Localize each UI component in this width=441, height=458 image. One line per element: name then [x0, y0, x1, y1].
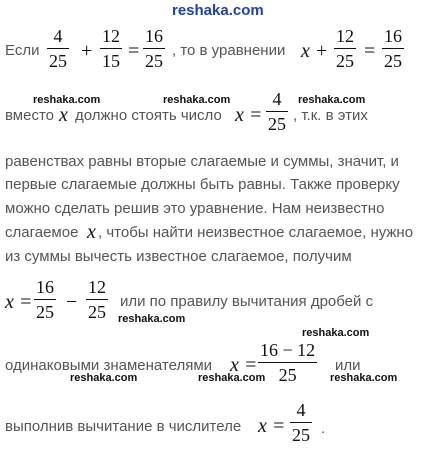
- text-because: , т.к. в этих: [293, 107, 368, 124]
- text-instead: вместо: [5, 107, 54, 124]
- text-addend: слагаемое: [5, 224, 79, 241]
- fraction-4-25: 4 25: [49, 26, 67, 71]
- x-equals: x =: [5, 291, 33, 313]
- fraction-16-minus-12-over-25: 16 − 12 25: [260, 340, 316, 385]
- paragraph-line: первые слагаемые должны быть равны. Также проверку: [5, 176, 400, 193]
- text-then-equation: , то в уравнении: [172, 42, 286, 59]
- watermark: reshaka.com: [198, 372, 266, 384]
- text-subtraction-rule: или по правилу вычитания дробей с: [120, 293, 374, 310]
- variable-x: x: [59, 104, 68, 126]
- watermark: reshaka.com: [163, 94, 231, 106]
- variable-x: x: [87, 221, 96, 243]
- period: .: [321, 420, 326, 437]
- fraction-4-25: 4 25: [292, 400, 310, 445]
- text-must-be-number: должно стоять число: [75, 107, 222, 124]
- fraction-4-25: 4 25: [268, 89, 286, 134]
- equals-sign: =: [364, 40, 376, 62]
- fraction-12-15: 12 15: [102, 26, 120, 71]
- watermark: reshaka.com: [302, 327, 370, 339]
- watermark: reshaka.com: [298, 94, 366, 106]
- x-equals: x =: [235, 104, 263, 126]
- equals-sign: =: [128, 40, 140, 62]
- watermark: reshaka.com: [70, 372, 138, 384]
- x-equals: x =: [230, 354, 258, 376]
- text-same-denominators: одинаковыми знаменателями: [5, 357, 213, 374]
- plus-sign: +: [316, 40, 328, 62]
- plus-sign: +: [81, 40, 93, 62]
- paragraph-line: из суммы вычесть известное слагаемое, получим: [5, 248, 352, 265]
- fraction-16-25: 16 25: [145, 26, 163, 71]
- variable-x: x: [301, 40, 310, 62]
- text-numerator-subtraction: выполнив вычитание в числителе: [5, 418, 242, 435]
- fraction-16-25: 16 25: [384, 26, 402, 71]
- text-or: или: [335, 357, 361, 374]
- fraction-12-25: 12 25: [336, 26, 354, 71]
- fraction-16-25: 16 25: [36, 277, 54, 322]
- watermark: reshaka.com: [330, 372, 398, 384]
- minus-sign: −: [66, 291, 78, 313]
- watermark-top: reshaka.com: [172, 2, 264, 19]
- text-if: Если: [5, 42, 40, 59]
- paragraph-line: равенствах равны вторые слагаемые и суммы, значит, и: [5, 153, 399, 170]
- text-to-find: , чтобы найти неизвестное слагаемое, нужно: [98, 224, 414, 241]
- watermark: reshaka.com: [33, 94, 101, 106]
- fraction-12-25: 12 25: [88, 277, 106, 322]
- paragraph-line: можно сделать решив это уравнение. Нам неизвестно: [5, 200, 385, 217]
- watermark: reshaka.com: [118, 313, 186, 325]
- x-equals: x =: [258, 415, 286, 437]
